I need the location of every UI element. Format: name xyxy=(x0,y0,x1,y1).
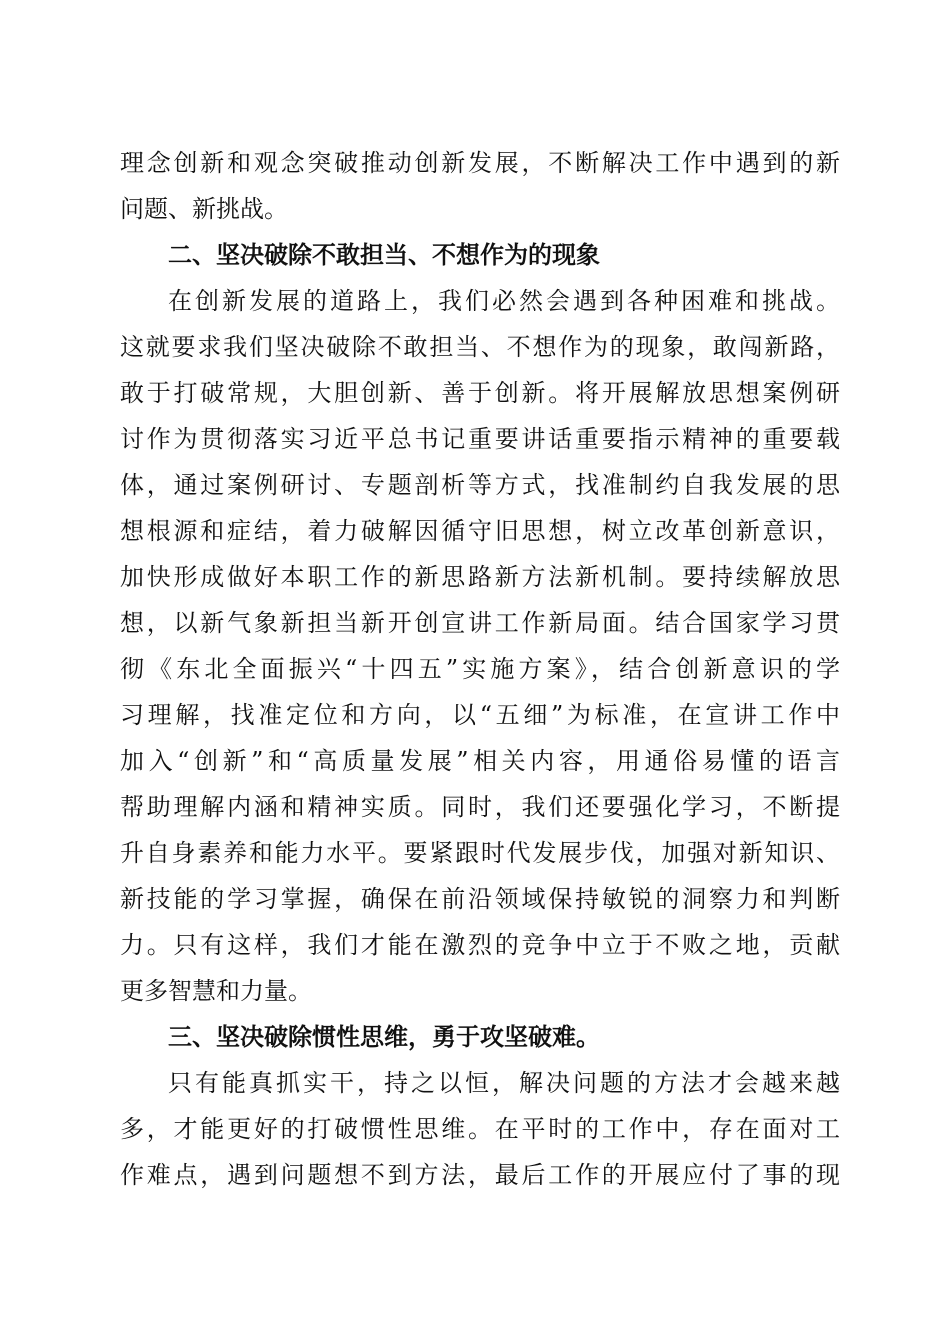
body-text-line: 加入“创新”和“高质量发展”相关内容，用通俗易懂的语言 xyxy=(120,747,840,775)
body-text-line: 理念创新和观念突破推动创新发展，不断解决工作中遇到的新 xyxy=(120,149,840,177)
body-text-line: 彻《东北全面振兴“十四五”实施方案》，结合创新意识的学 xyxy=(120,655,840,683)
body-text-line: 想，以新气象新担当新开创宣讲工作新局面。结合国家学习贯 xyxy=(120,609,840,637)
body-text-line: 敢于打破常规，大胆创新、善于创新。将开展解放思想案例研 xyxy=(120,379,840,407)
body-text-line: 想根源和症结，着力破解因循守旧思想，树立改革创新意识， xyxy=(120,517,840,545)
body-text-line: 作难点，遇到问题想不到方法，最后工作的开展应付了事的现 xyxy=(120,1161,840,1189)
section-heading: 三、坚决破除惯性思维，勇于攻坚破难。 xyxy=(168,1023,600,1051)
body-text-line: 多，才能更好的打破惯性思维。在平时的工作中，存在面对工 xyxy=(120,1115,840,1143)
body-text-line: 体，通过案例研讨、专题剖析等方式，找准制约自我发展的思 xyxy=(120,471,840,499)
body-text-line: 只有能真抓实干，持之以恒，解决问题的方法才会越来越 xyxy=(168,1069,840,1097)
body-text-line: 这就要求我们坚决破除不敢担当、不想作为的现象，敢闯新路， xyxy=(120,333,840,361)
body-text-line: 升自身素养和能力水平。要紧跟时代发展步伐，加强对新知识、 xyxy=(120,839,840,867)
body-text-line: 新技能的学习掌握，确保在前沿领域保持敏锐的洞察力和判断 xyxy=(120,885,840,913)
section-heading: 二、坚决破除不敢担当、不想作为的现象 xyxy=(168,241,600,269)
body-text-line: 更多智慧和力量。 xyxy=(120,977,312,1005)
body-text-line: 问题、新挑战。 xyxy=(120,195,288,223)
body-text-line: 在创新发展的道路上，我们必然会遇到各种困难和挑战。 xyxy=(168,287,840,315)
body-text-line: 力。只有这样，我们才能在激烈的竞争中立于不败之地，贡献 xyxy=(120,931,840,959)
body-text-line: 帮助理解内涵和精神实质。同时，我们还要强化学习，不断提 xyxy=(120,793,840,821)
body-text-line: 习理解，找准定位和方向，以“五细”为标准，在宣讲工作中 xyxy=(120,701,840,729)
body-text-line: 讨作为贯彻落实习近平总书记重要讲话重要指示精神的重要载 xyxy=(120,425,840,453)
body-text-line: 加快形成做好本职工作的新思路新方法新机制。要持续解放思 xyxy=(120,563,840,591)
